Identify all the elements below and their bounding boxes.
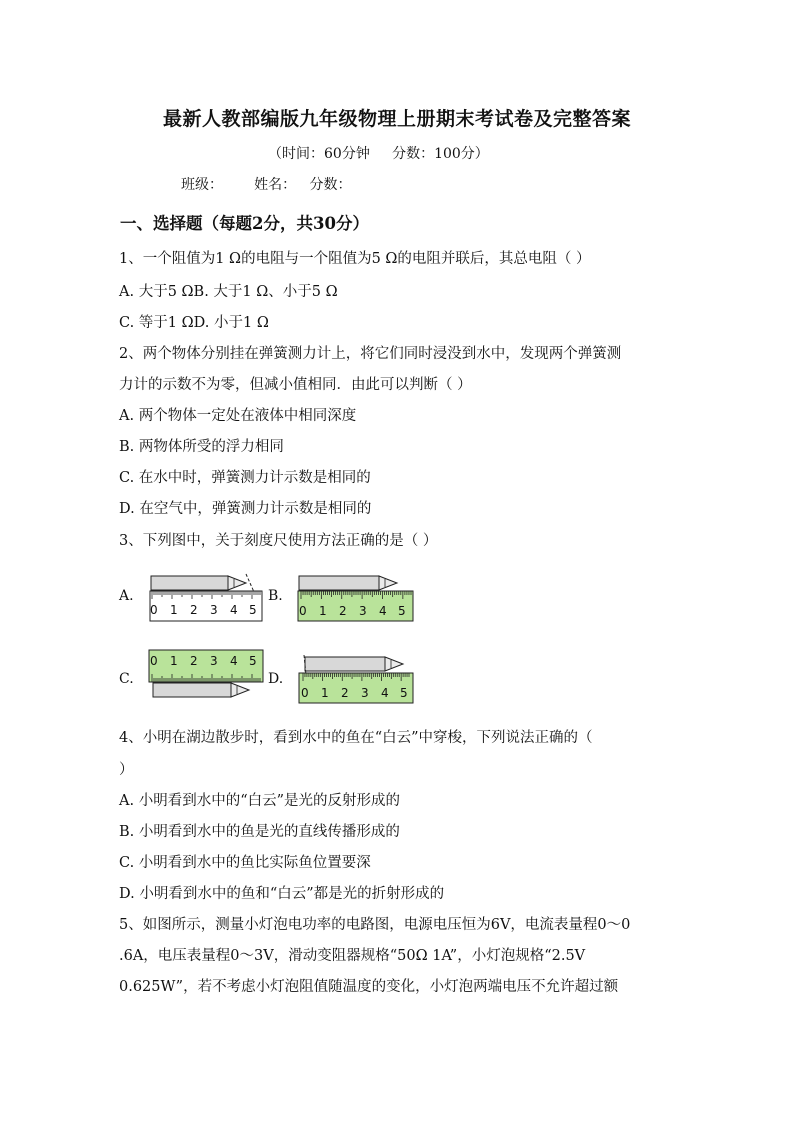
ruler-c-num-5: 5 — [249, 654, 257, 668]
q4-option-b: B. 小明看到水中的鱼是光的直线传播形成的 — [119, 824, 400, 840]
ruler-d-num-2: 2 — [341, 686, 349, 700]
q3-stem: 3、下列图中，关于刻度尺使用方法正确的是（ ） — [119, 533, 438, 549]
ruler-d-num-3: 3 — [361, 686, 369, 700]
figure-b-pencil-tip — [379, 576, 397, 590]
q3-figure-d — [297, 655, 417, 707]
figure-b-pencil-body — [299, 576, 379, 590]
ruler-d-num-5: 5 — [400, 686, 408, 700]
ruler-a-num-2: 2 — [190, 603, 198, 617]
ruler-a-num-3: 3 — [210, 603, 218, 617]
figure-a-pencil-tip — [228, 576, 246, 590]
figure-d-pencil-tip — [385, 657, 403, 671]
ruler-d-num-1: 1 — [321, 686, 329, 700]
ruler-a-num-1: 1 — [170, 603, 178, 617]
q3-figure-a — [148, 574, 268, 624]
ruler-b-num-3: 3 — [359, 604, 367, 618]
q3-label-a: A. — [119, 588, 134, 604]
q5-stem-line2: .6A，电压表量程0～3V，滑动变阻器规格“50Ω 1A”，小灯泡规格“2.5V — [119, 948, 586, 964]
ruler-a-num-4: 4 — [230, 603, 238, 617]
ruler-d-num-4: 4 — [381, 686, 389, 700]
q5-stem-line3: 0.625W”，若不考虑小灯泡阻值随温度的变化，小灯泡两端电压不允许超过额 — [119, 979, 619, 995]
ruler-b-num-1: 1 — [319, 604, 327, 618]
ruler-c-num-3: 3 — [210, 654, 218, 668]
ruler-b-num-2: 2 — [339, 604, 347, 618]
student-info-fields: 班级： 姓名： 分数： — [181, 177, 352, 193]
q2-option-b: B. 两物体所受的浮力相同 — [119, 439, 284, 455]
q4-option-c: C. 小明看到水中的鱼比实际鱼位置要深 — [119, 855, 371, 871]
q2-option-a: A. 两个物体一定处在液体中相同深度 — [119, 408, 357, 424]
q2-option-d: D. 在空气中，弹簧测力计示数是相同的 — [119, 501, 372, 517]
q3-label-c: C. — [119, 671, 134, 687]
ruler-c-num-4: 4 — [230, 654, 238, 668]
ruler-b-num-5: 5 — [398, 604, 406, 618]
figure-a-ruler — [150, 591, 262, 621]
figure-c-pencil-body — [153, 683, 231, 697]
ruler-c-num-0: 0 — [150, 654, 158, 668]
ruler-c-num-1: 1 — [170, 654, 178, 668]
figure-c-ruler — [149, 650, 263, 682]
q5-stem-line1: 5、如图所示，测量小灯泡电功率的电路图，电源电压恒为6V，电流表量程0～0 — [119, 917, 631, 933]
q3-label-d: D. — [268, 671, 284, 687]
figure-c-pencil-tip — [231, 683, 249, 697]
q3-figure-b — [297, 574, 417, 624]
ruler-b-num-0: 0 — [299, 604, 307, 618]
q2-stem-line1: 2、两个物体分别挂在弹簧测力计上，将它们同时浸没到水中，发现两个弹簧测 — [119, 346, 622, 362]
q4-option-a: A. 小明看到水中的“白云”是光的反射形成的 — [119, 793, 401, 809]
figure-b-ruler — [298, 591, 413, 621]
exam-time-score: （时间：60分钟 分数：100分） — [268, 146, 489, 162]
figure-d-pencil-body — [305, 657, 385, 671]
ruler-a-num-0: 0 — [150, 603, 158, 617]
ruler-a-num-5: 5 — [249, 603, 257, 617]
q4-stem-line1: 4、小明在湖边散步时，看到水中的鱼在“白云”中穿梭，下列说法正确的（ — [119, 730, 593, 746]
q4-option-d: D. 小明看到水中的鱼和“白云”都是光的折射形成的 — [119, 886, 445, 902]
figure-a-pencil-body — [151, 576, 228, 590]
q4-stem-line2: ） — [119, 762, 134, 778]
ruler-b-num-4: 4 — [379, 604, 387, 618]
q1-options-ab: A. 大于5 ΩB. 大于1 Ω、小于5 Ω — [119, 284, 338, 300]
q1-options-cd: C. 等于1 ΩD. 小于1 Ω — [119, 315, 269, 331]
section-heading: 一、选择题（每题2分，共30分） — [120, 214, 369, 233]
figure-d-ruler — [299, 673, 413, 703]
q3-figure-c — [148, 648, 268, 700]
exam-title: 最新人教部编版九年级物理上册期末考试卷及完整答案 — [162, 108, 631, 130]
ruler-c-num-2: 2 — [190, 654, 198, 668]
q2-stem-line2: 力计的示数不为零，但减小值相同．由此可以判断（ ） — [119, 377, 472, 393]
q1-stem: 1、一个阻值为1 Ω的电阻与一个阻值为5 Ω的电阻并联后，其总电阻（ ） — [119, 251, 591, 267]
q2-option-c: C. 在水中时，弹簧测力计示数是相同的 — [119, 470, 371, 486]
ruler-d-num-0: 0 — [301, 686, 309, 700]
q3-label-b: B. — [268, 588, 283, 604]
